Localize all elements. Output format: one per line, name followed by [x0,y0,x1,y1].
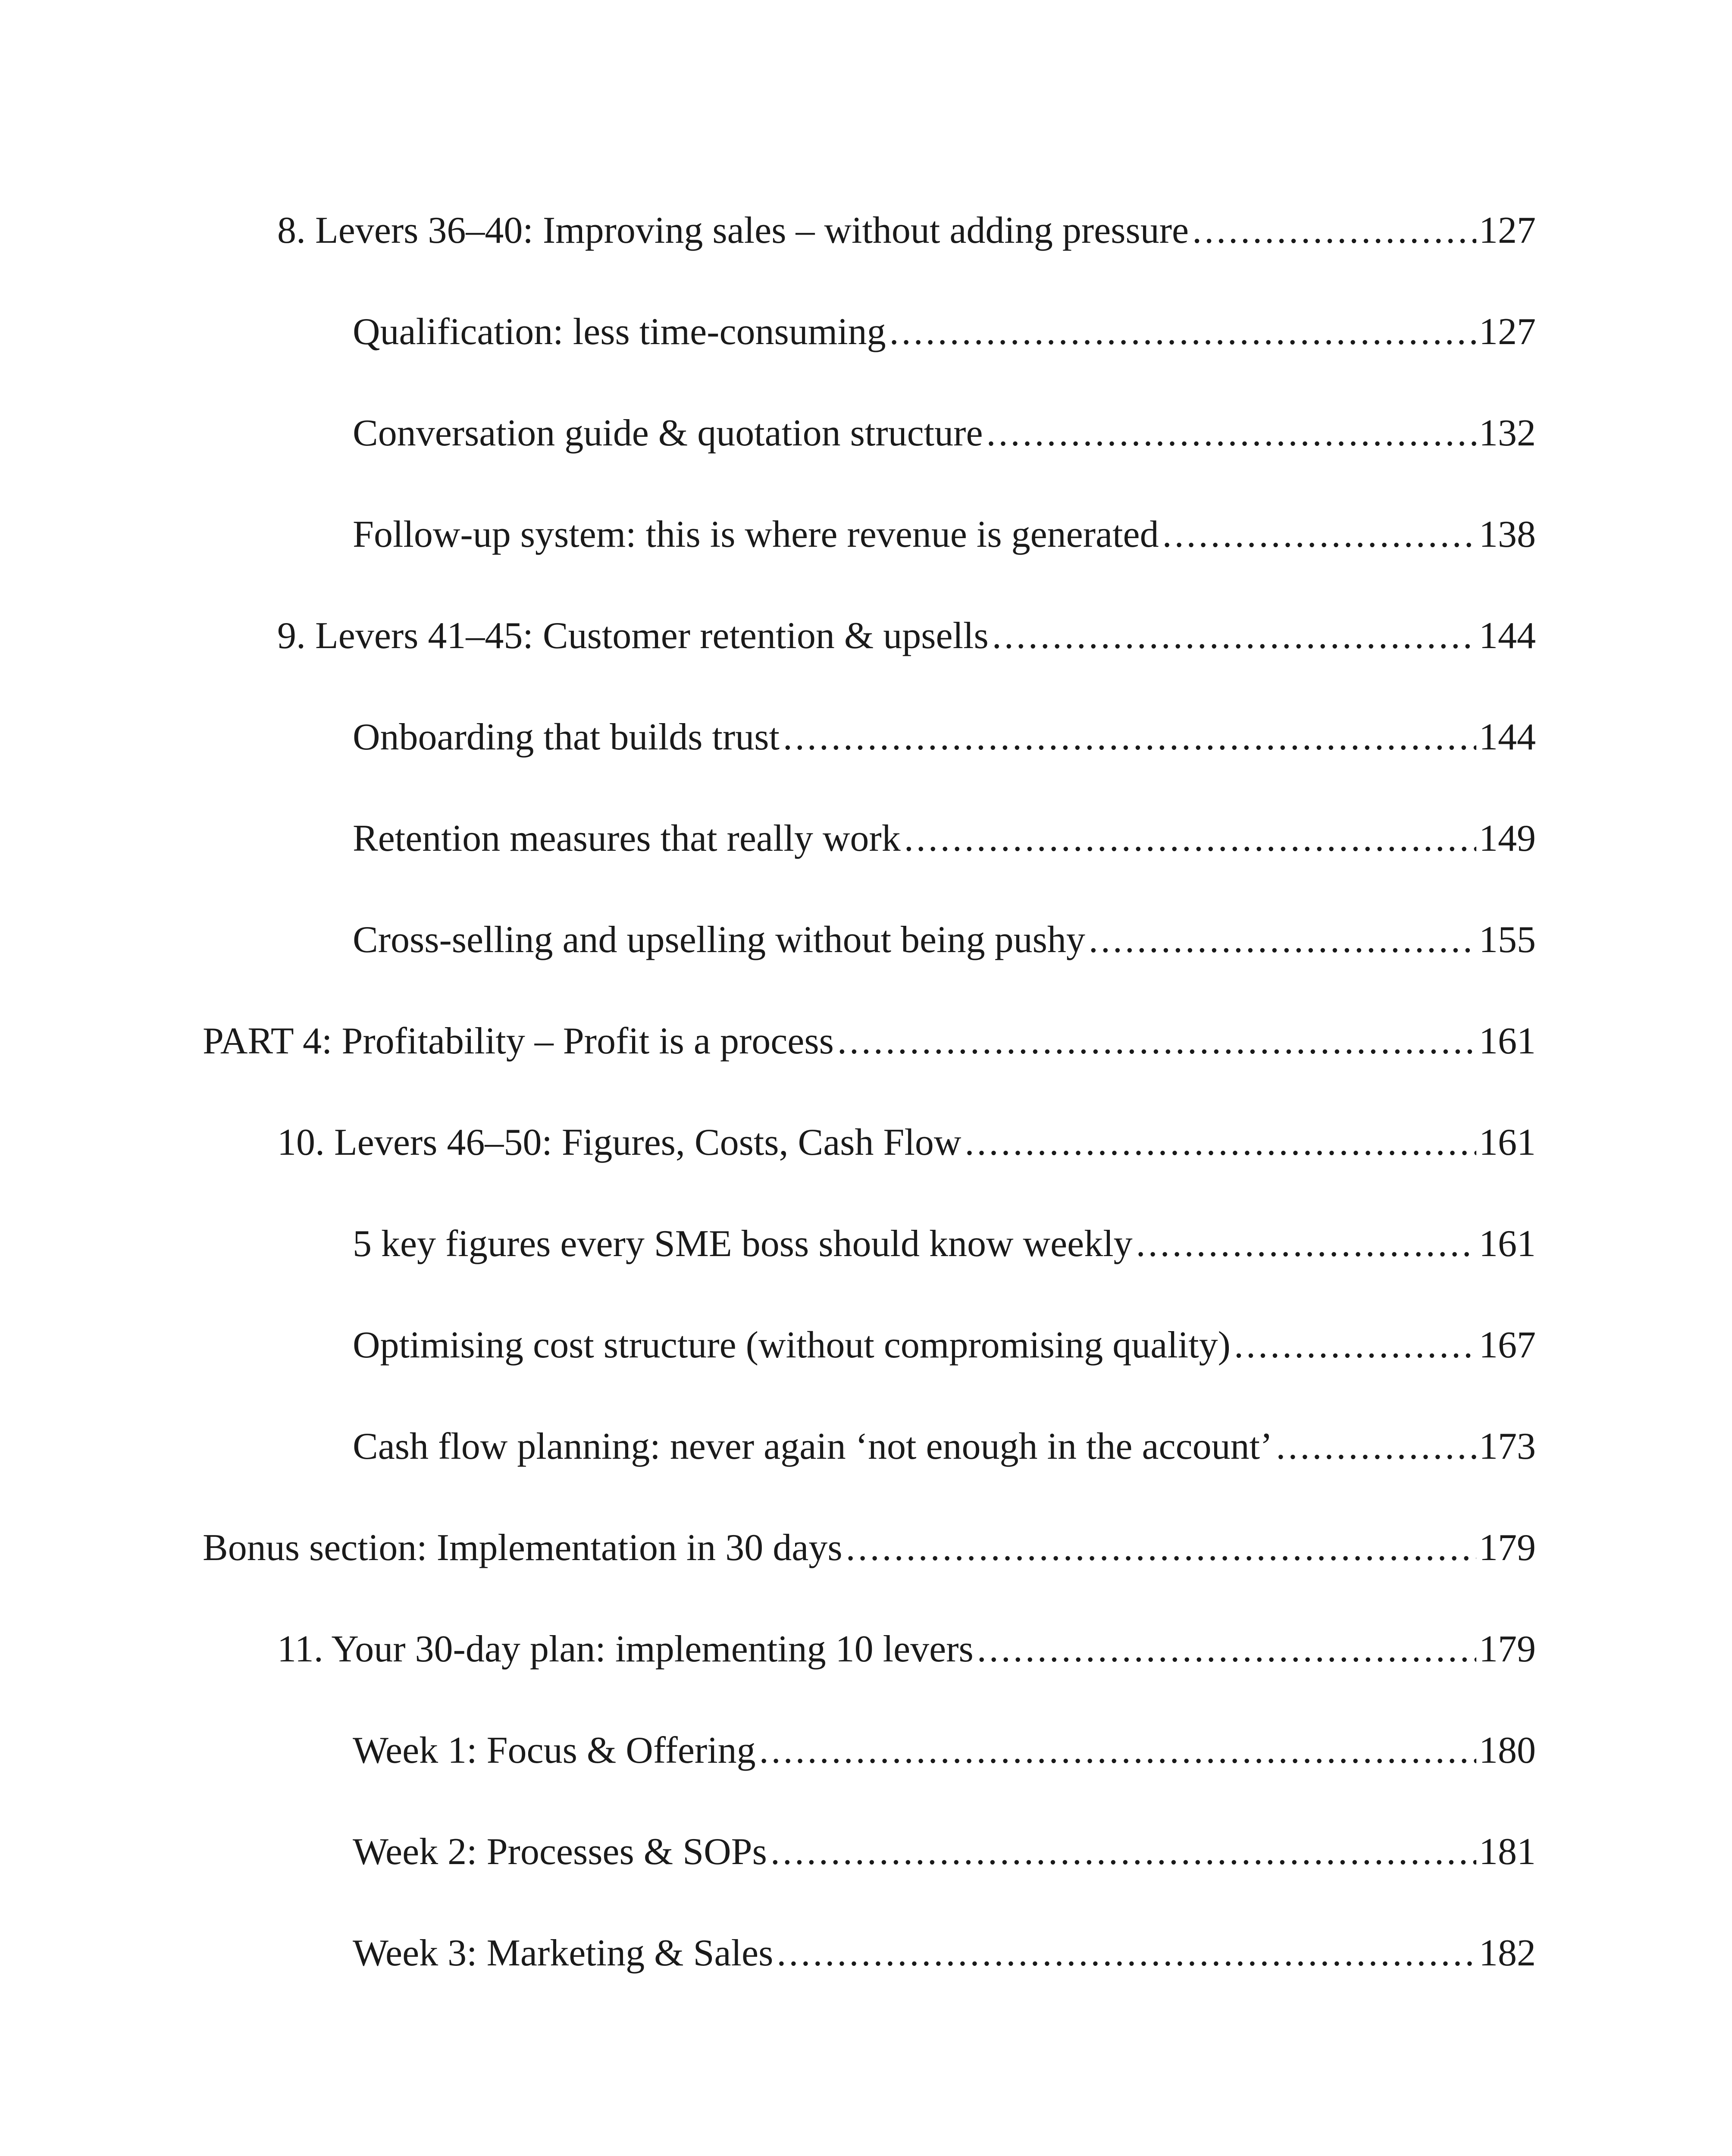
toc-entry[interactable] [353,1421,1536,1473]
toc-page-number: 132 [1479,412,1536,454]
toc-entry-title: Week 2: Processes & SOPs [353,1831,767,1873]
toc-dot-leader [1089,914,1476,966]
toc-dot-leader [777,1927,1476,1979]
toc-dot-leader [1276,1421,1476,1473]
toc-dot-leader [1162,509,1476,561]
toc-dot-leader [904,813,1476,865]
toc-entry[interactable] [353,1927,1536,1979]
toc-page-number: 144 [1479,716,1536,758]
toc-entry-title: Onboarding that builds trust [353,716,780,758]
toc-entry-title: Bonus section: Implementation in 30 days [203,1527,843,1569]
toc-entry[interactable] [203,1522,1536,1574]
toc-entry[interactable] [277,1623,1536,1675]
toc-entry-title: Retention measures that really work [353,818,901,859]
toc-entry[interactable] [353,711,1536,763]
toc-page-number: 181 [1479,1831,1536,1873]
toc-entry[interactable] [277,1117,1536,1169]
toc-page-number: 155 [1479,919,1536,961]
toc-entry-title: Cross-selling and upselling without being pushy [353,919,1085,961]
toc-entry-title: 11. Your 30-day plan: implementing 10 levers [277,1628,974,1670]
toc-page-number: 182 [1479,1932,1536,1974]
toc-entry[interactable] [353,1725,1536,1777]
toc-page-number: 173 [1479,1426,1536,1467]
toc-entry-title: Follow-up system: this is where revenue is generated [353,514,1159,555]
toc-entry-title: 10. Levers 46–50: Figures, Costs, Cash Flow [277,1122,962,1163]
toc-page-number: 161 [1479,1223,1536,1265]
toc-entry-title: 5 key figures every SME boss should know weekly [353,1223,1133,1265]
toc-entry-title: 9. Levers 41–45: Customer retention & upsells [277,615,989,657]
toc-entry[interactable] [353,407,1536,459]
toc-entry-title: Qualification: less time-consuming [353,311,886,353]
toc-entry[interactable] [353,1826,1536,1878]
toc-entry[interactable] [353,813,1536,865]
toc-entry-title: Cash flow planning: never again ‘not enough in the account’ [353,1426,1273,1467]
toc-dot-leader [770,1826,1476,1878]
toc-page-number: 149 [1479,818,1536,859]
toc-entry[interactable] [353,1319,1536,1371]
toc-dot-leader [977,1623,1476,1675]
toc-entry-title: Week 1: Focus & Offering [353,1730,756,1771]
toc-dot-leader [992,610,1476,662]
toc-dot-leader [846,1522,1476,1574]
toc-dot-leader [759,1725,1476,1777]
toc-dot-leader [965,1117,1476,1169]
toc-page-number: 179 [1479,1527,1536,1569]
toc-page-number: 167 [1479,1324,1536,1366]
toc-entry[interactable] [353,1218,1536,1270]
toc-page-number: 161 [1479,1122,1536,1163]
toc-dot-leader [837,1015,1476,1067]
toc-dot-leader [987,407,1477,459]
toc-entry[interactable] [353,306,1536,358]
toc-page-number: 127 [1479,210,1536,251]
toc-entry-title: 8. Levers 36–40: Improving sales – without adding pressure [277,210,1189,251]
toc-page-number: 180 [1479,1730,1536,1771]
toc-dot-leader [783,711,1476,763]
toc-entry[interactable] [203,1015,1536,1067]
toc-entry[interactable] [353,509,1536,561]
toc-dot-leader [889,306,1476,358]
toc-entry-title: Conversation guide & quotation structure [353,412,983,454]
toc-dot-leader [1192,205,1476,257]
toc-dot-leader [1136,1218,1476,1270]
toc-entry-title: PART 4: Profitability – Profit is a process [203,1020,834,1062]
toc-page-number: 179 [1479,1628,1536,1670]
toc-entry[interactable] [277,205,1536,257]
toc-dot-leader [1234,1319,1476,1371]
toc-entry[interactable] [353,914,1536,966]
toc-entry[interactable] [277,610,1536,662]
toc-page-number: 138 [1479,514,1536,555]
toc-entry-title: Optimising cost structure (without compromising quality) [353,1324,1231,1366]
toc-page-number: 144 [1479,615,1536,657]
toc-page-number: 161 [1479,1020,1536,1062]
toc-page-number: 127 [1479,311,1536,353]
toc-entry-title: Week 3: Marketing & Sales [353,1932,774,1974]
